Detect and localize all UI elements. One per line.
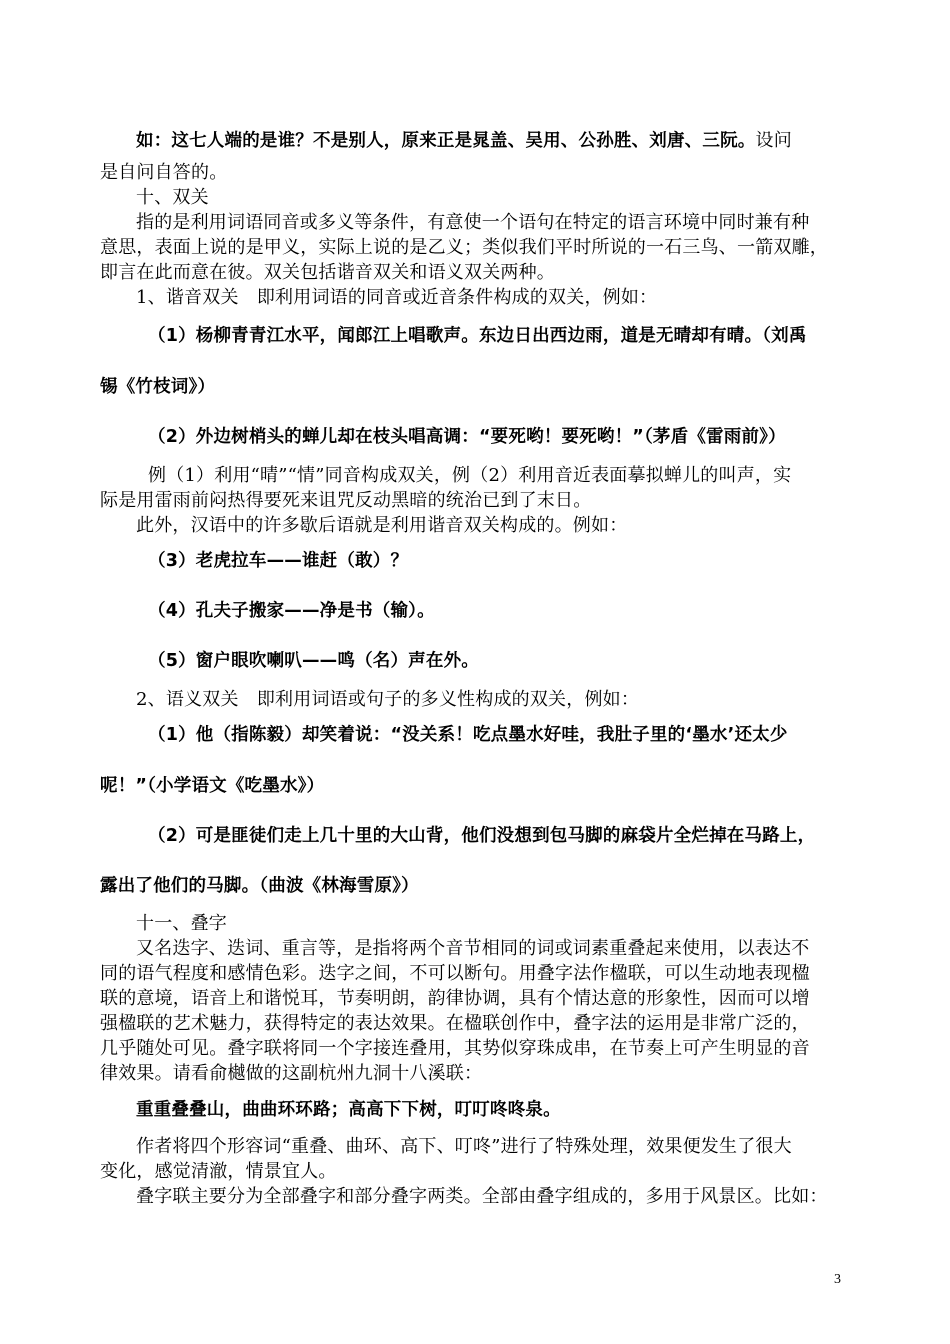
body-line: 作者将四个形容词“重叠、曲环、高下、叮咚”进行了特殊处理，效果便发生了很大 — [136, 1136, 792, 1157]
body-line: 意思，表面上说的是甲义，实际上说的是乙义；类似我们平时所说的一石三鸟、一箭双雕， — [100, 237, 828, 258]
body-line: 同的语气程度和感情色彩。迭字之间，不可以断句。用叠字法作楹联，可以生动地表现楹 — [100, 963, 810, 984]
body-line: 即言在此而意在彼。双关包括谐音双关和语义双关两种。 — [100, 262, 555, 283]
body-line: 例（1）利用“晴”“情”同音构成双关，例（2）利用音近表面摹拟蝉儿的叫声，实 — [148, 465, 792, 486]
example-line: （2）外边树梢头的蝉儿却在枝头唱高调：“要死哟！要死哟！”（茅盾《雷雨前》） — [148, 427, 786, 447]
subsection-heading: 1、谐音双关 即利用词语的同音或近音条件构成的双关，例如： — [136, 287, 658, 308]
body-line: 变化，感觉清澈，情景宜人。 — [100, 1161, 337, 1182]
example-line: 露出了他们的马脚。（曲波《林海雪原》） — [100, 876, 419, 896]
body-line: 强楹联的艺术魅力，获得特定的表达效果。在楹联创作中，叠字法的运用是非常广泛的， — [100, 1013, 810, 1034]
example-line: （2）可是匪徒们走上几十里的大山背，他们没想到包马脚的麻袋片全烂掉在马路上， — [148, 826, 816, 846]
body-line: 律效果。请看俞樾做的这副杭州九洞十八溪联： — [100, 1063, 483, 1084]
example-line: （1）他（指陈毅）却笑着说：“没关系！吃点墨水好哇，我肚子里的‘墨水’还太少 — [148, 725, 788, 745]
page-number: 3 — [834, 1272, 841, 1287]
subsection-heading: 2、语义双关 即利用词语或句子的多义性构成的双关，例如： — [136, 689, 640, 710]
body-line: 几乎随处可见。叠字联将同一个字接连叠用，其势似穿珠成串，在节奏上可产生明显的音 — [100, 1038, 810, 1059]
section-heading: 十、双关 — [136, 187, 209, 208]
couplet-line: 重重叠叠山，曲曲环环路；高高下下树，叮叮咚咚泉。 — [136, 1100, 561, 1120]
example-line: （1）杨柳青青江水平，闻郎江上唱歌声。东边日出西边雨，道是无晴却有晴。（刘禹 — [148, 326, 807, 346]
body-line: 又名迭字、迭词、重言等，是指将两个音节相同的词或词素重叠起来使用，以表达不 — [136, 938, 810, 959]
example-line: （4）孔夫子搬家——净是书（输）。 — [148, 601, 435, 621]
body-line: 联的意境，语音上和谐悦耳，节奏明朗，韵律协调，具有个情达意的形象性，因而可以增 — [100, 988, 810, 1009]
body-line: 指的是利用词语同音或多义等条件，有意使一个语句在特定的语言环境中同时兼有种 — [136, 212, 810, 233]
body-line: 叠字联主要分为全部叠字和部分叠字两类。全部由叠字组成的，多用于风景区。比如： — [136, 1186, 828, 1207]
example-line: （3）老虎拉车——谁赶（敢）？ — [148, 551, 409, 571]
example-line: 呢！”（小学语文《吃墨水》） — [100, 776, 325, 796]
body-text: 设问 — [755, 130, 792, 151]
example-line: （5）窗户眼吹喇叭——鸣（名）声在外。 — [148, 651, 479, 671]
body-line: 此外，汉语中的许多歇后语就是利用谐音双关构成的。例如： — [136, 515, 628, 536]
body-line: 际是用雷雨前闷热得要死来诅咒反动黑暗的统治已到了末日。 — [100, 490, 592, 511]
example-line: 锡《竹枝词》） — [100, 377, 216, 397]
section-heading: 十一、叠字 — [136, 913, 227, 934]
body-line: 是自问自答的。 — [100, 162, 228, 183]
bold-example-text: 如：这七人端的是谁？不是别人，原来正是晁盖、吴用、公孙胜、刘唐、三阮。 — [136, 131, 756, 151]
example-line — [136, 128, 850, 154]
